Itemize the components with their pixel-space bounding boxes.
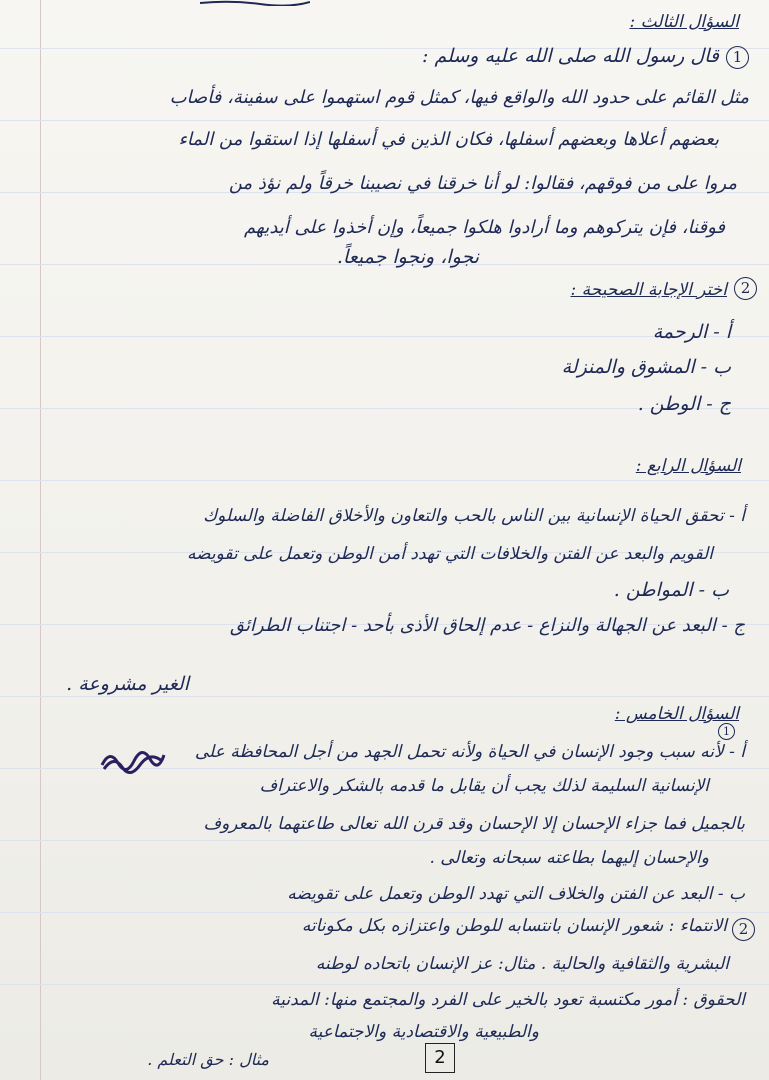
q3-choice: ب - المشوق والمنزلة (561, 356, 731, 378)
ruled-line (0, 120, 769, 121)
q3-line: بعضهم أعلاها وبعضهم أسفلها، فكان الذين في أسفلها إذا استقوا من الماء (178, 129, 719, 150)
ruled-line (0, 480, 769, 481)
q5-belonging-line: الحقوق : أمور مكتسبة تعود بالخير على الفرد والمجتمع منها: المدنية (271, 990, 745, 1010)
crossed-out-scribble (100, 745, 166, 775)
q3-choice: ج - الوطن . (637, 393, 731, 415)
q4-title: السؤال الرابع : (635, 456, 741, 476)
q5-line: بالجميل فما جزاء الإحسان إلا الإحسان وقد قرن الله تعالى طاعتهما بالمعروف (203, 814, 745, 834)
q5-line: أ - لأنه سبب وجود الإنسان في الحياة ولأنه تحمل الجهد من أجل المحافظة على (194, 742, 745, 762)
q4-line: ب - المواطن . (613, 579, 729, 601)
page-number: 2 (425, 1043, 455, 1073)
ruled-line (0, 840, 769, 841)
q5-line: الإنسانية السليمة لذلك يجب أن يقابل ما قدمه بالشكر والاعتراف (259, 776, 709, 796)
q5-belonging-line: والطبيعية والاقتصادية والاجتماعية (308, 1022, 539, 1042)
q4-line: ج - البعد عن الجهالة والنزاع - عدم إلحاق الأذى بأحد - اجتناب الطرائق (230, 615, 745, 636)
q3-title: السؤال الثالث : (629, 12, 739, 32)
q3-line: مروا على من فوقهم، فقالوا: لو أنا خرقنا في نصيبنا خرقاً ولم نؤذ من (228, 173, 737, 194)
ruled-line (0, 984, 769, 985)
q5-item2-number: 2 (732, 918, 755, 941)
top-ink-mark (200, 0, 310, 6)
q3-choose-title: اختر الإجابة الصحيحة : (570, 280, 727, 300)
q5-belonging-line: الانتماء : شعور الإنسان بانتسابه للوطن واعتزازه بكل مكوناته (301, 916, 727, 936)
q5-belonging-line: البشرية والثقافية والحالية . مثال: عز الإنسان باتحاده لوطنه (315, 954, 729, 974)
q4-line: القويم والبعد عن الفتن والخلافات التي تهدد أمن الوطن وتعمل على تقويضه (186, 544, 713, 564)
q5-title: السؤال الخامس : (614, 704, 739, 724)
q5-item1-number: 1 (718, 723, 735, 740)
q3-choice: أ - الرحمة (652, 321, 731, 343)
q3-item2-number: 2 (734, 277, 757, 300)
q3-line: قال رسول الله صلى الله عليه وسلم : (422, 45, 719, 67)
q5-line: والإحسان إليهما بطاعته سبحانه وتعالى . (429, 848, 709, 868)
q5-line: ب - البعد عن الفتن والخلاف التي تهدد الوطن وتعمل على تقويضه (287, 884, 745, 904)
q4-line: أ - تحقق الحياة الإنسانية بين الناس بالحب والتعاون والأخلاق الفاضلة والسلوك (203, 506, 745, 526)
q3-line: فوقنا، فإن يتركوهم وما أرادوا هلكوا جميعاً، وإن أخذوا على أيديهم (244, 217, 725, 238)
q4-line: الغير مشروعة . (66, 673, 189, 695)
margin-line (40, 0, 41, 1080)
q3-line: نجوا، ونجوا جميعاً. (336, 246, 479, 268)
q3-line: مثل القائم على حدود الله والواقع فيها، كمثل قوم استهموا على سفينة، فأصاب (169, 87, 749, 108)
q3-item1-number: 1 (726, 46, 749, 69)
q5-belonging-line: مثال : حق التعلم . (147, 1050, 269, 1069)
